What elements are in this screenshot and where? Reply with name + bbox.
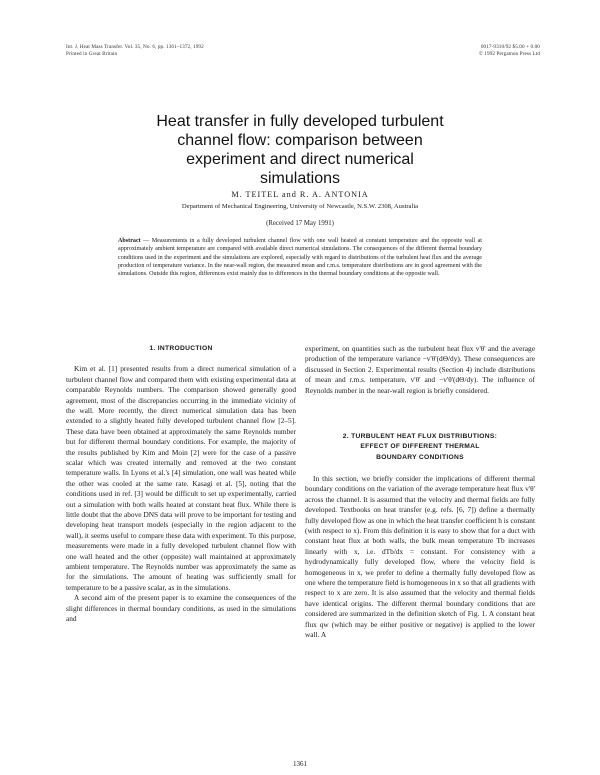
intro-paragraph-1: Kim et al. [1] presented results from a direct numerical simulation of a turbulent channel flow and compared them with existing experimental data at comparable Reynolds numbers. The comparison showed generally good agreement, most of the discrepancies occurring in the immediate vicinity of the wall. More recently, the direct numerical simulation data has been extended to a slightly heated fully developed turbulent channel flow [2–5]. These data have been obtained at approximately the same Reynolds number but for different thermal boundary conditions. For example, the majority of the results published by Kim and Moin [2] were for the case of a passive scalar which was created internally and removed at the two constant temperature walls. In Lyons et al.'s [4] simulation, one wall was heated while the other was cooled at the same rate. Kasagi et al. [5], noting that the conditions used in ref. [3] would be difficult to set up experimentally, carried out a simulation with both walls heated at constant heat flux. While there is little doubt that the above DNS data will prove to be important for testing and developing heat transport models (especially in the region adjacent to the wall), it seems useful to compare these data with experiment. To this purpose, measurements were made in a fully developed turbulent channel flow with one wall heated and the other (opposite) wall maintained at approximately ambient temperature. The Reynolds number was approximately the same as for the simulations. The amount of heating was sufficiently small for temperature to be a passive scalar, as in the simulations. <box>66 364 296 592</box>
journal-printed: Printed in Great Britain <box>66 51 118 57</box>
intro-paragraph-continued: experiment, on quantities such as the turbulent heat flux v'θ' and the average production of the temperature variance −v'θ'(dΘ/dy). These consequences are discussed in Section 2. Experimental results (Section 4) include distributions of mean and r.m.s. temperature, v'θ' and −v'θ'(dΘ/dy). The influence of Reynolds number in the near-wall region is briefly considered. <box>305 344 535 395</box>
title-line: Heat transfer in fully developed turbulent <box>156 113 444 130</box>
journal-issn: 0017-9310/92 $5.00 + 0.00 <box>480 44 540 50</box>
section-2-heading-line: EFFECT OF DIFFERENT THERMAL <box>360 443 480 451</box>
abstract: Abstract — Measurements in a fully developed turbulent channel flow with one wall heated at constant temperature and the opposite wall at approximately ambient temperature are compared with available direct numerical simulations. The consequences of the different thermal boundary conditions used in the experiment and the simulations are explored, especially with regard to distributions of the turbulent heat flux and the average production of temperature variance. In the near-wall region, the measured mean and r.m.s. temperature distributions are in good agreement with the simulations. Outside this region, differences exist mainly due to differences in the thermal boundary conditions at the opposite wall. <box>118 238 482 277</box>
section-1-heading: 1. INTRODUCTION <box>149 345 213 352</box>
journal-header-right <box>479 44 540 58</box>
affiliation: Department of Mechanical Engineering, University of Newcastle, N.S.W. 2308, Australia <box>181 203 419 210</box>
section-2-heading-line: 2. TURBULENT HEAT FLUX DISTRIBUTIONS: <box>342 433 498 441</box>
title-line: simulations <box>259 170 341 187</box>
journal-copyright: © 1992 Pergamon Press Ltd <box>478 51 540 57</box>
intro-paragraph-2: A second aim of the present paper is to examine the consequences of the slight differences in thermal boundary conditions, as used in the simulations and <box>66 593 296 624</box>
right-column <box>305 344 535 640</box>
section-2-heading-line: BOUNDARY CONDITIONS <box>376 453 464 461</box>
journal-citation: Int. J. Heat Mass Transfer. Vol. 35, No. 6, pp. 1361–1372, 1992 <box>66 44 204 50</box>
abstract-text: Measurements in a fully developed turbulent channel flow with one wall heated at constant temperature and the opposite wall at approximately ambient temperature are compared with available direct numerical simulations. The consequences of the different thermal boundary conditions used in the experiment and the simulations are explored, especially with regard to distributions of the turbulent heat flux and the average production of temperature variance. In the near-wall region, the measured mean and r.m.s. temperature distributions are in good agreement with the simulations. Outside this region, differences exist mainly due to differences in the thermal boundary conditions at the opposite wall. <box>118 238 482 277</box>
journal-header-left <box>66 44 204 58</box>
title-line: channel flow: comparison between <box>177 132 423 149</box>
section-2-paragraph: In this section, we briefly consider the implications of different thermal boundary conditions on the variation of the average temperature heat flux v'θ' across the channel. It is assumed that the velocity and thermal fields are fully developed. Textbooks on heat transfer (e.g. refs. [6, 7]) define a thermally fully developed flow as one in which the heat transfer coefficient h is constant (with respect to x). From this definition it is easy to show that for a duct with constant heat flux at both walls, the bulk mean temperature Tb increases linearly with x, i.e. dTb/dx = constant. For consistency with a hydrodynamically fully developed flow, where the velocity field is homogeneous in x, we prefer to define a thermally fully developed flow as one where the temperature field is homogeneous in x so that all gradients with respect to x are zero. It is also assumed that the velocity and thermal fields have identical origins. The different thermal boundary conditions that are considered are summarized in the definition sketch of Fig. 1. A constant heat flux qw (which may be either positive or negative) is applied to the lower wall. A <box>305 473 535 640</box>
left-column <box>66 344 296 624</box>
abstract-label: Abstract <box>118 238 141 244</box>
paper-title <box>100 112 500 188</box>
section-2-heading <box>305 432 535 463</box>
page-number: 1361 <box>293 760 307 768</box>
authors: M. TEITEL and R. A. ANTONIA <box>231 190 369 199</box>
received-date: (Received 17 May 1991) <box>266 220 334 227</box>
title-line: experiment and direct numerical <box>186 151 414 168</box>
